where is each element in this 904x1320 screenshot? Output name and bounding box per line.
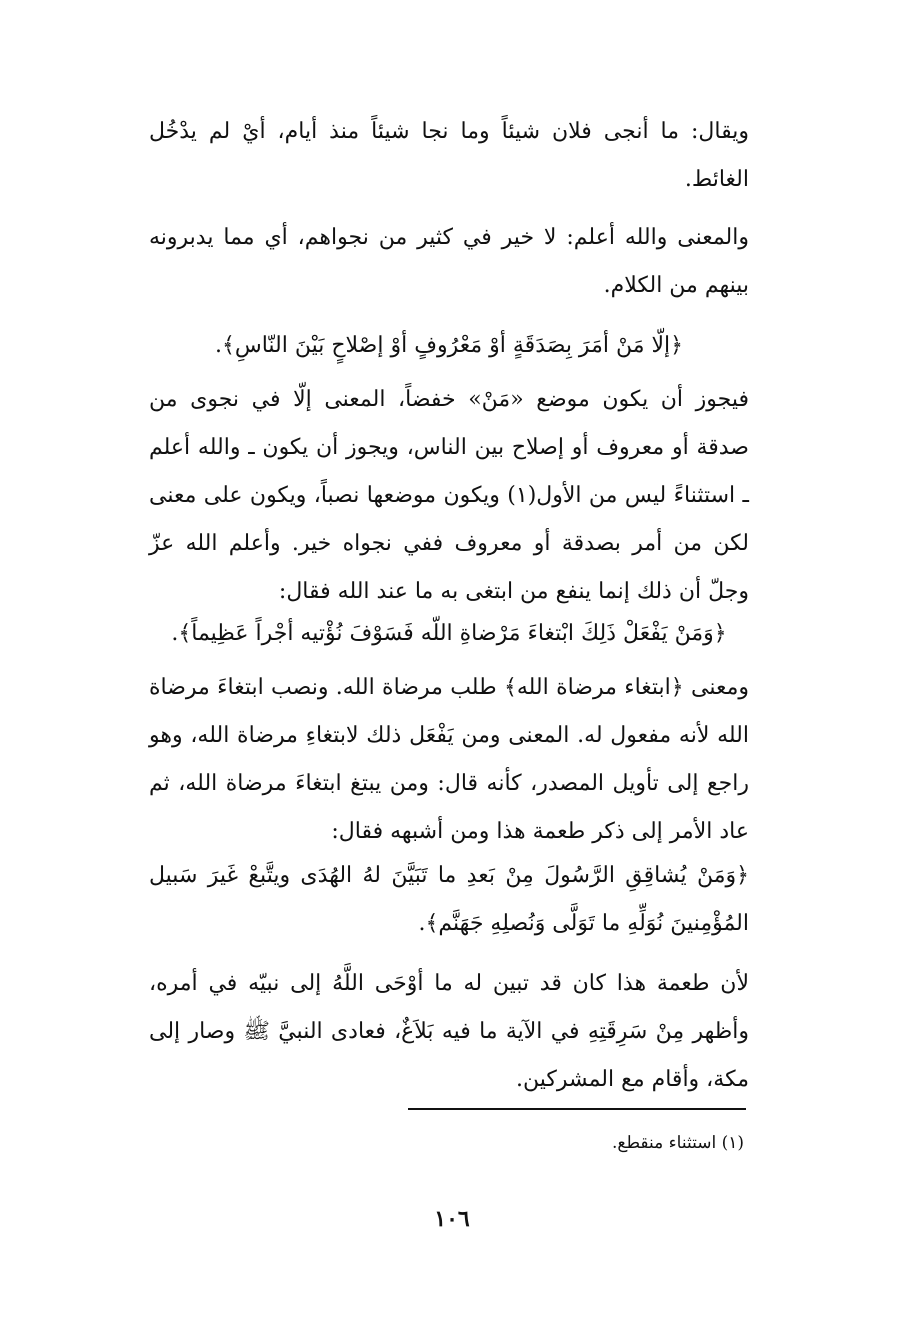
paragraph-1: ويقال: ما أنجى فلان شيئاً وما نجا شيئاً منذ أيام، أيْ لم يدْخُل الغائط. xyxy=(149,119,749,192)
footnote-separator xyxy=(408,1108,746,1110)
quran-verse-2: ﴿وَمَنْ يَفْعَلْ ذَلِكَ ابْتغاءَ مَرْضاةِ اللّه فَسَوْفَ نُؤْتيه أجْراً عَظِيماً﴾. xyxy=(171,621,727,646)
paragraph-2: والمعنى والله أعلم: لا خير في كثير من نجواهم، أي مما يدبرونه بينهم من الكلام. xyxy=(149,225,749,298)
paragraph-3: فيجوز أن يكون موضع «مَنْ» خفضاً، المعنى إلّا في نجوى من صدقة أو معروف أو إصلاح بين الناس، ويجوز أن يكون ـ والله أعلم ـ استثناءً ليس من الأول(١) ويكون موضعها نصباً، ويكون على معنى لكن من أمر بصدقة أو معروف ففي نجواه خير. وأعلم الله عزّ وجلّ أن ذلك إنما ينفع من ابتغى به ما عند الله فقال: xyxy=(149,387,749,604)
paragraph-5: لأن طعمة هذا كان قد تبين له ما أوْحَى اللَّهُ إلى نبيّه في أمره، وأظهر مِنْ سَرِقَتِهِ في الآية ما فيه بَلاَغٌ، فعادى النبيَّ ﷺ وصار إلى مكة، وأقام مع المشركين. xyxy=(149,971,749,1092)
quran-verse-3: ﴿وَمَنْ يُشاقِقِ الرَّسُولَ مِنْ بَعدِ ما تَبَيَّنَ لهُ الهُدَى ويتَّبعْ غَيرَ سَبيل المُؤْمِنينَ نُوَلِّهِ ما تَوَلَّى وَنُصلِهِ جَهَنَّم﴾. xyxy=(149,863,749,936)
paragraph-4: ومعنى ﴿ابتغاء مرضاة الله﴾ طلب مرضاة الله. ونصب ابتغاءَ مرضاة الله لأنه مفعول له. المعنى ومن يَفْعَل ذلك لابتغاءِ مرضاة الله، وهو راجع إلى تأويل المصدر، كأنه قال: ومن يبتغ ابتغاءَ مرضاة الله، ثم عاد الأمر إلى ذكر طعمة هذا ومن أشبهه فقال: xyxy=(149,675,749,844)
footnote: (١) استثناء منقطع. xyxy=(612,1133,744,1153)
page-number: ١٠٦ xyxy=(434,1206,470,1232)
quran-verse-1: ﴿إلّا مَنْ أمَرَ بِصَدَقَةٍ أوْ مَعْرُوفٍ أوْ إصْلاحٍ بَيْنَ النّاسِ﴾. xyxy=(214,333,684,358)
